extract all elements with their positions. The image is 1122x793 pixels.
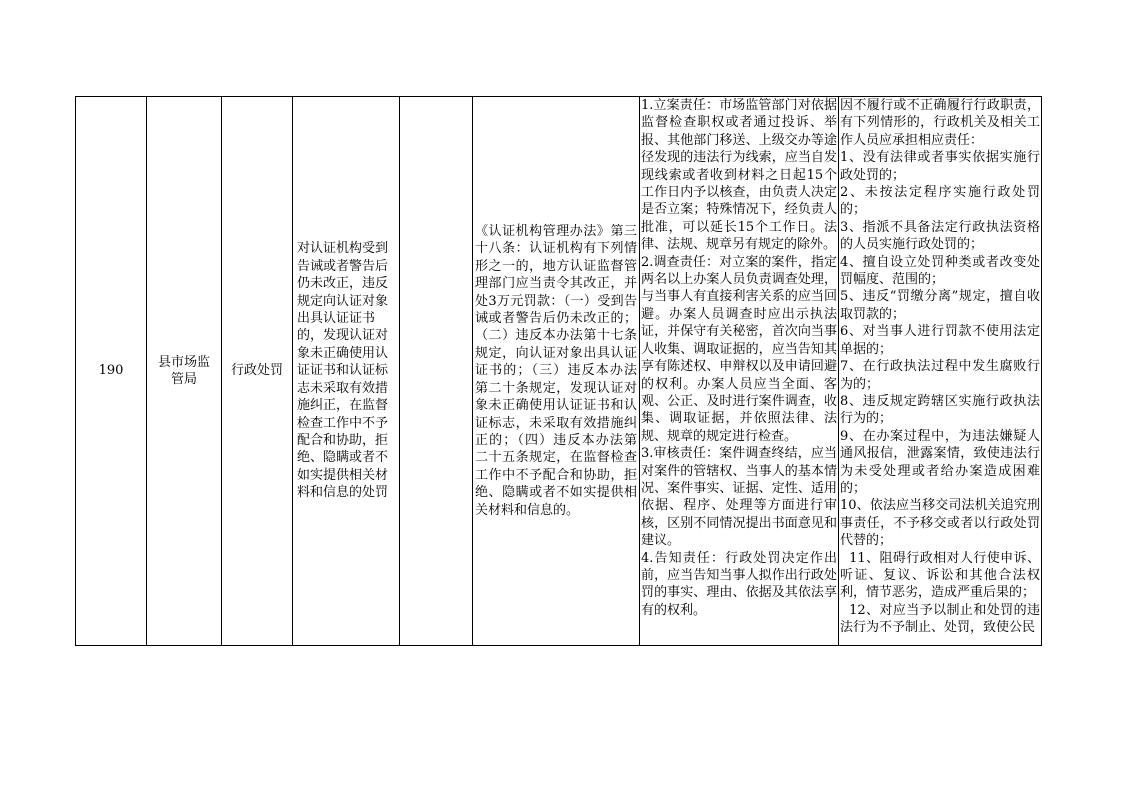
responsibility-cell xyxy=(640,97,839,646)
power-list-table xyxy=(75,96,1042,646)
item-name-cell: 对认证机构受到告诫或者警告后仍未改正，违反规定向认证对象出具认证证书的，发现认证对象未正确使用认证证书和认证标志未采取有效措施纠正，在监督检查工作中不予配合和协助，拒绝、隐瞒或者不如实提供相关材料和信息的处罚 xyxy=(293,97,400,646)
table-row xyxy=(76,97,1042,646)
row-number-cell: 190 xyxy=(76,97,147,646)
responsibility-text: 1.立案责任：市场监管部门对依据监督检查职权或者通过投诉、举报、其他部门移送、上级交办等途径发现的违法行为线索，应当自发现线索或者收到材料之日起15个工作日内予以核查，由负责人决定是否立案；特殊情况下，经负责人批准，可以延长15个工作日。法律、法规、规章另有规定的除外。 2.调查责任：对立案的案件，指定两名以上办案人员负责调查处理，与当事人有直接利害关系的应当回避。办案人员调查时应出示执法证，并保守有关秘密，首次向当事人收集、调取证据的，应当告知其享有陈述权、申辩权以及申请回避的权利。办案人员应当全面、客观、公正、及时进行案件调查，收集、调取证据，并依照法律、法规、规章的规定进行检查。 3.审核责任：案件调查终结，应当对案件的管辖权、当事人的基本情况、案件事实、证据、定性、适用依据、程序、处理等方面进行审核，区别不同情况提出书面意见和建议。 4.告知责任：行政处罚决定作出前，应当告知当事人拟作出行政处罚的事实、理由、依据及其依法享有的权利。 xyxy=(641,98,837,618)
department-cell: 县市场监管局 xyxy=(147,97,222,646)
accountability-text: 因不履行或不正确履行行政职责，有下列情形的，行政机关及相关工作人员应承担相应责任： 1、没有法律或者事实依据实施行政处罚的； 2、未按法定程序实施行政处罚的； 3、指派不具备法定行政执法资格的人员实施行政处罚的； 4、擅自设立处罚种类或者改变处罚幅度、范围的； 5、违反“罚缴分离”规定，擅自收取罚款的； 6、对当事人进行罚款不使用法定单据的； 7、在行政执法过程中发生腐败行为的； 8、违反规定跨辖区实施行政执法行为的； 9、在办案过程中，为违法嫌疑人通风报信，泄露案情，致使违法行为未受处理或者给办案造成困难的； 10、依法应当移交司法机关追究刑事责任，不予移交或者以行政处罚代替的； 11、阻碍行政相对人行使申诉、听证、复议、诉讼和其他合法权利，情节恶劣，造成严重后果的； 12、对应当予以制止和处罚的违法行为不予制止、处罚，致使公民 xyxy=(840,98,1040,636)
legal-basis-text: 《认证机构管理办法》第三十八条：认证机构有下列情形之一的，地方认证监督管理部门应当责令其改正，并处3万元罚款：（一）受到告诫或者警告后仍未改正的；（二）违反本办法第十七条规定，向认证对象出具认证证书的；（三）违反本办法第二十条规定，发现认证对象未正确使用认证证书和认证标志，未采取有效措施纠正的；（四）违反本办法第二十五条规定，在监督检查工作中不予配合和协助，拒绝、隐瞒或者不如实提供相关材料和信息的。 xyxy=(475,224,637,518)
accountability-cell xyxy=(839,97,1042,646)
legal-basis-cell xyxy=(473,97,640,646)
sub-item-cell xyxy=(400,97,473,646)
power-type-cell: 行政处罚 xyxy=(222,97,293,646)
